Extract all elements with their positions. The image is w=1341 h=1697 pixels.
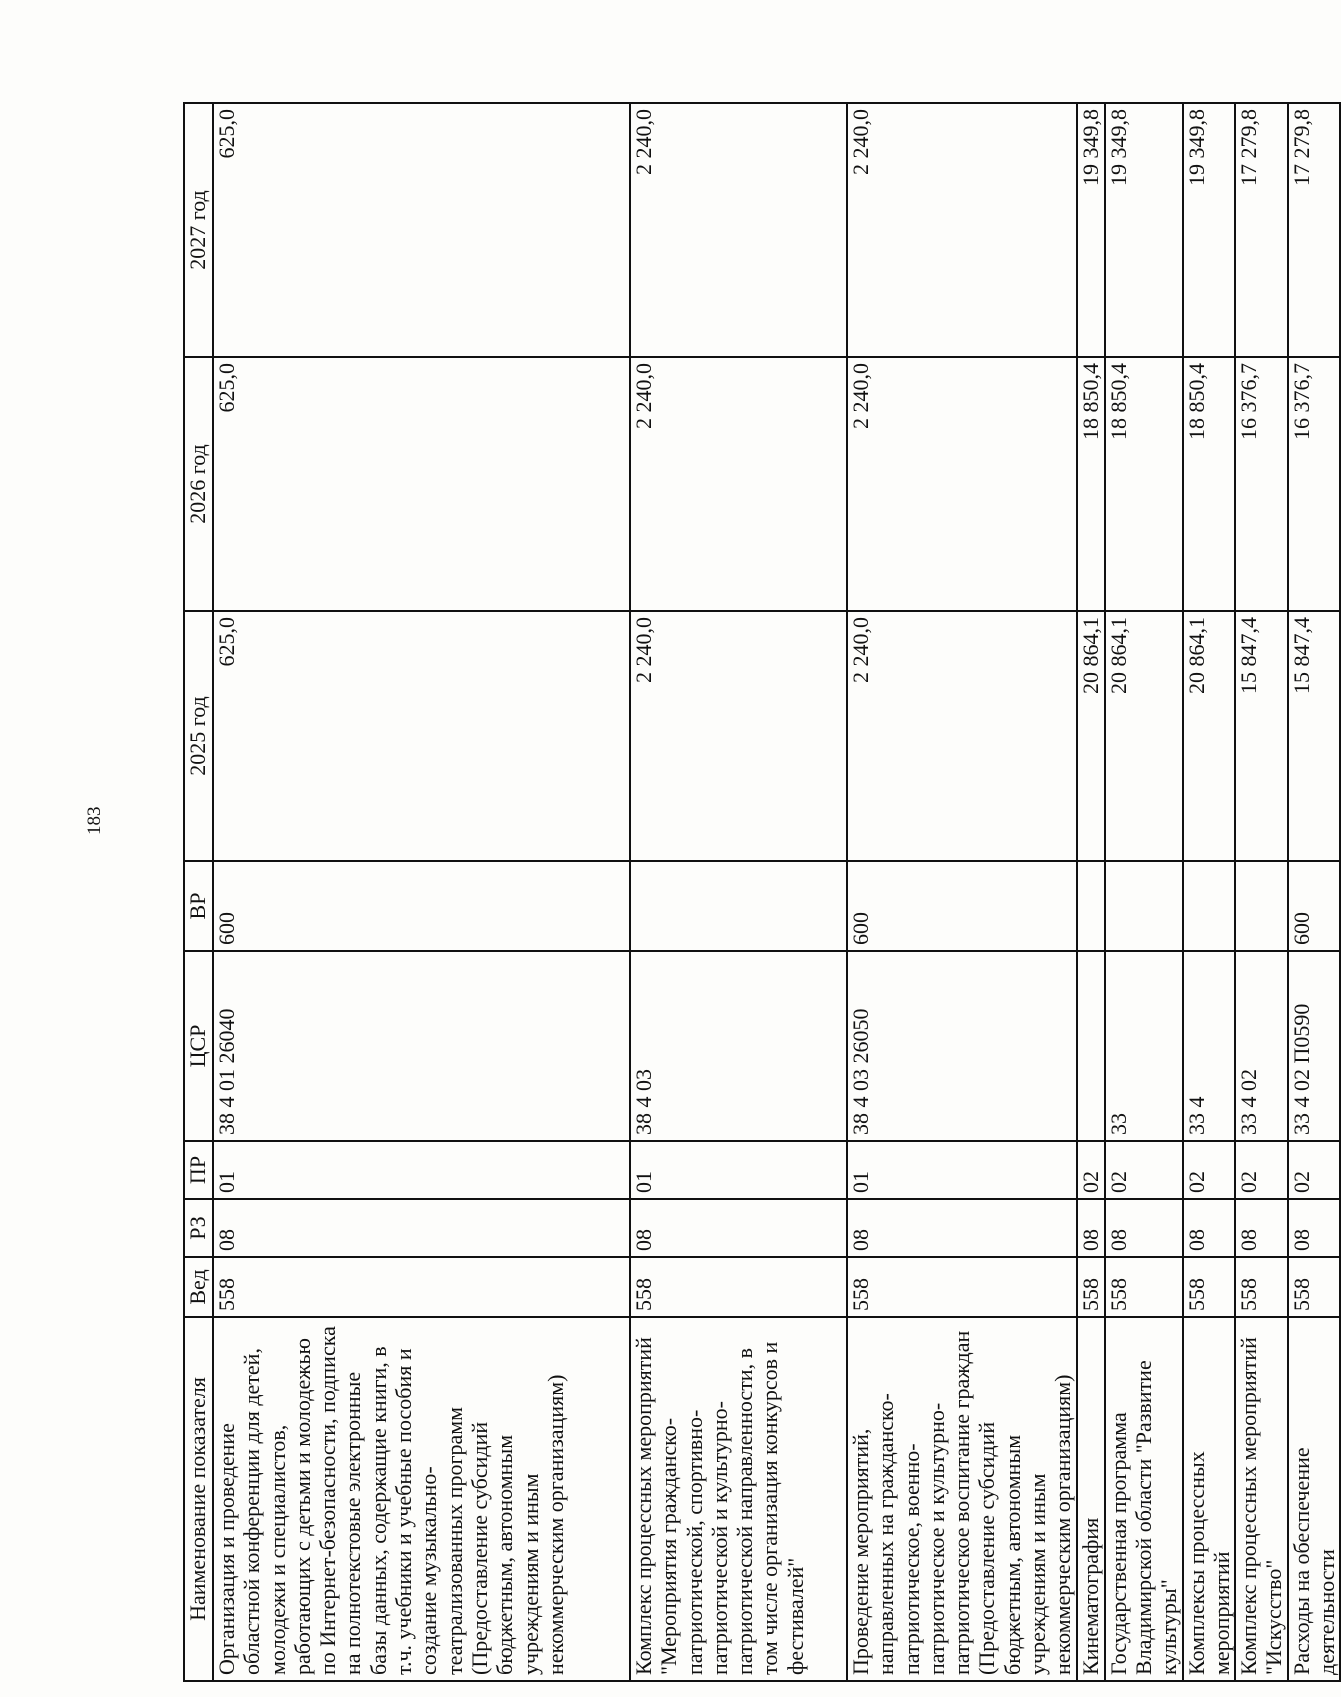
- header-vr: ВР: [184, 861, 213, 951]
- cell-csr: 38 4 03: [630, 951, 847, 1141]
- cell-rz: 08: [1077, 1199, 1105, 1257]
- cell-2026: 18 850,4: [1105, 357, 1183, 611]
- cell-name: Расходы на обеспечение деятельности: [1288, 1317, 1341, 1681]
- cell-pr: 02: [1105, 1141, 1183, 1199]
- cell-ved: 558: [1288, 1257, 1341, 1317]
- cell-csr: 33 4 02 П0590: [1288, 951, 1341, 1141]
- table-row: [213, 103, 630, 1681]
- cell-vr: [1105, 861, 1183, 951]
- header-2025: 2025 год: [184, 611, 213, 861]
- cell-rz: 08: [213, 1199, 630, 1257]
- table-row: [847, 103, 1077, 1681]
- cell-2025: 20 864,1: [1105, 611, 1183, 861]
- cell-2027: 17 279,8: [1288, 103, 1341, 357]
- cell-pr: 01: [213, 1141, 630, 1199]
- cell-vr: [630, 861, 847, 951]
- cell-pr: 02: [1235, 1141, 1288, 1199]
- cell-pr: 01: [847, 1141, 1077, 1199]
- cell-2026: 2 240,0: [847, 357, 1077, 611]
- header-2027: 2027 год: [184, 103, 213, 357]
- header-pr: ПР: [184, 1141, 213, 1199]
- cell-2026: 16 376,7: [1288, 357, 1341, 611]
- cell-2027: 2 240,0: [847, 103, 1077, 357]
- cell-2027: 625,0: [213, 103, 630, 357]
- budget-table: [183, 102, 1341, 1682]
- cell-2027: 19 349,8: [1183, 103, 1236, 357]
- cell-csr: 33 4: [1183, 951, 1236, 1141]
- cell-pr: 02: [1183, 1141, 1236, 1199]
- cell-2025: 625,0: [213, 611, 630, 861]
- cell-rz: 08: [1105, 1199, 1183, 1257]
- cell-csr: 33: [1105, 951, 1183, 1141]
- cell-name: Проведение мероприятий, направленных на гражданско-патриотическое, военно-патриотическое и культурно-патриотическое воспитание граждан (Предоставление субсидий бюджетным, автономным учреждениям и иным некоммерческим организациям): [847, 1317, 1077, 1681]
- cell-2026: 18 850,4: [1077, 357, 1105, 611]
- cell-ved: 558: [630, 1257, 847, 1317]
- cell-name: Комплекс процессных мероприятий "Искусство": [1235, 1317, 1288, 1681]
- cell-csr: [1077, 951, 1105, 1141]
- cell-rz: 08: [1235, 1199, 1288, 1257]
- cell-2027: 2 240,0: [630, 103, 847, 357]
- cell-pr: 02: [1288, 1141, 1341, 1199]
- cell-pr: 01: [630, 1141, 847, 1199]
- cell-ved: 558: [1105, 1257, 1183, 1317]
- cell-ved: 558: [1235, 1257, 1288, 1317]
- cell-csr: 38 4 01 26040: [213, 951, 630, 1141]
- cell-2026: 625,0: [213, 357, 630, 611]
- cell-name: Государственная программа Владимирской области "Развитие культуры": [1105, 1317, 1183, 1681]
- cell-vr: 600: [847, 861, 1077, 951]
- cell-2026: 18 850,4: [1183, 357, 1236, 611]
- table-row: [1077, 103, 1105, 1681]
- table-row: [630, 103, 847, 1681]
- cell-rz: 08: [847, 1199, 1077, 1257]
- cell-2025: 20 864,1: [1077, 611, 1105, 861]
- cell-2025: 2 240,0: [847, 611, 1077, 861]
- cell-pr: 02: [1077, 1141, 1105, 1199]
- cell-2026: 16 376,7: [1235, 357, 1288, 611]
- cell-vr: [1077, 861, 1105, 951]
- cell-name: Кинематография: [1077, 1317, 1105, 1681]
- cell-rz: 08: [1183, 1199, 1236, 1257]
- cell-name: Организация и проведение областной конференции для детей, молодежи и специалистов, работающих с детьми и молодежью по Интернет-безопасности, подписка на полнотекстовые электронные базы данных, содержащие книги, в т.ч. учебники и учебные пособия и создание музыкально-театрализованных программ (Предоставление субсидий бюджетным, автономным учреждениям и иным некоммерческим организациям): [213, 1317, 630, 1681]
- cell-vr: [1183, 861, 1236, 951]
- table-row: [1183, 103, 1236, 1681]
- header-name: Наименование показателя: [184, 1317, 213, 1681]
- table-row: [1235, 103, 1288, 1681]
- header-ved: Вед: [184, 1257, 213, 1317]
- cell-csr: 33 4 02: [1235, 951, 1288, 1141]
- cell-2027: 19 349,8: [1105, 103, 1183, 357]
- cell-name: Комплекс процессных мероприятий "Мероприятия гражданско-патриотической, спортивно-патриотической и культурно-патриотической направленности, в том числе организация конкурсов и фестивалей": [630, 1317, 847, 1681]
- cell-ved: 558: [847, 1257, 1077, 1317]
- cell-rz: 08: [630, 1199, 847, 1257]
- cell-csr: 38 4 03 26050: [847, 951, 1077, 1141]
- cell-vr: 600: [1288, 861, 1341, 951]
- cell-name: Комплексы процессных мероприятий: [1183, 1317, 1236, 1681]
- cell-vr: 600: [213, 861, 630, 951]
- cell-ved: 558: [1183, 1257, 1236, 1317]
- cell-2025: 20 864,1: [1183, 611, 1236, 861]
- cell-ved: 558: [1077, 1257, 1105, 1317]
- cell-2026: 2 240,0: [630, 357, 847, 611]
- cell-2025: 15 847,4: [1288, 611, 1341, 861]
- cell-ved: 558: [213, 1257, 630, 1317]
- cell-rz: 08: [1288, 1199, 1341, 1257]
- cell-2027: 17 279,8: [1235, 103, 1288, 357]
- header-rz: РЗ: [184, 1199, 213, 1257]
- cell-2025: 15 847,4: [1235, 611, 1288, 861]
- header-2026: 2026 год: [184, 357, 213, 611]
- table-header-row: [184, 103, 213, 1681]
- table-row: [1288, 103, 1341, 1681]
- cell-vr: [1235, 861, 1288, 951]
- header-csr: ЦСР: [184, 951, 213, 1141]
- table-row: [1105, 103, 1183, 1681]
- cell-2027: 19 349,8: [1077, 103, 1105, 357]
- cell-2025: 2 240,0: [630, 611, 847, 861]
- table-container: [183, 104, 1340, 1682]
- page-number: 183: [84, 806, 105, 835]
